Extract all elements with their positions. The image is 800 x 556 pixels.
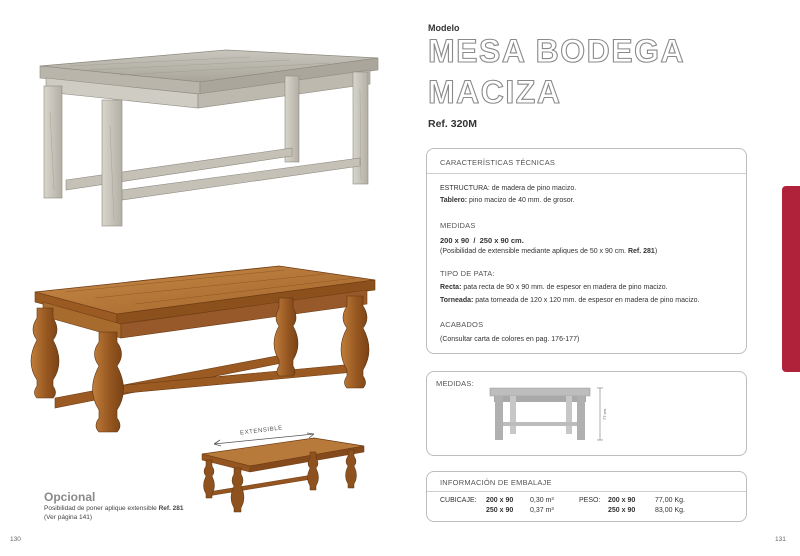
- rustic-table-image: [30, 30, 390, 240]
- measures-title: MEDIDAS: [440, 221, 476, 230]
- volume-value-1: 0,30 m³: [530, 497, 554, 504]
- weight-size-1: 200 x 90: [608, 497, 636, 504]
- specs-divider: [427, 173, 746, 174]
- optional-text: Posibilidad de poner aplique extensible Ref. 281 (Ver página 141): [44, 505, 184, 521]
- turned-leg-line: Torneada: pata torneada de 120 x 120 mm. de espesor en madera de pino macizo.: [440, 297, 700, 304]
- leg-type-title: TIPO DE PATA:: [440, 269, 495, 278]
- dimension-diagram: [486, 382, 612, 444]
- pine-table-image: [25, 258, 385, 458]
- straight-leg-line: Recta: pata recta de 90 x 90 mm. de espesor en madera de pino macizo.: [440, 284, 668, 291]
- measures-note: (Posibilidad de extensible mediante apliques de 50 x 90 cm. Ref. 281): [440, 248, 658, 255]
- height-label: 77 cm.: [602, 407, 607, 421]
- product-title-line-2: MACIZA: [428, 74, 562, 110]
- weight-label: PESO:: [579, 497, 601, 504]
- finishes-title: ACABADOS: [440, 320, 484, 329]
- page-number-right: 131: [775, 536, 786, 543]
- model-label: Modelo: [428, 23, 460, 33]
- dimensions-title: MEDIDAS:: [436, 379, 474, 388]
- volume-value-2: 0,37 m³: [530, 507, 554, 514]
- extensible-label: EXTENSIBLE: [239, 425, 284, 437]
- volume-label: CUBICAJE:: [440, 497, 477, 504]
- volume-size-2: 250 x 90: [486, 507, 514, 514]
- weight-value-1: 77,00 Kg.: [655, 497, 685, 504]
- side-tab-label: MESAS PINO: [785, 235, 797, 321]
- product-title-line-1: MESA BODEGA: [428, 33, 686, 69]
- finishes-line: (Consultar carta de colores en pag. 176-177): [440, 336, 580, 343]
- page-number-left: 130: [10, 536, 21, 543]
- packing-divider: [427, 491, 746, 492]
- packing-title: INFORMACIÓN DE EMBALAJE: [440, 478, 552, 487]
- volume-size-1: 200 x 90: [486, 497, 514, 504]
- optional-title: Opcional: [44, 490, 96, 504]
- technical-specs-box: [426, 148, 747, 354]
- packing-info-box: [426, 471, 747, 522]
- tabletop-line: Tablero: pino macizo de 40 mm. de grosor.: [440, 197, 575, 204]
- weight-value-2: 83,00 Kg.: [655, 507, 685, 514]
- structure-line: ESTRUCTURA: de madera de pino macizo.: [440, 185, 577, 192]
- specs-title: CARACTERÍSTICAS TÉCNICAS: [440, 158, 556, 167]
- weight-size-2: 250 x 90: [608, 507, 636, 514]
- product-reference: Ref. 320M: [428, 118, 478, 130]
- measures-main: 200 x 90 / 250 x 90 cm.: [440, 236, 524, 245]
